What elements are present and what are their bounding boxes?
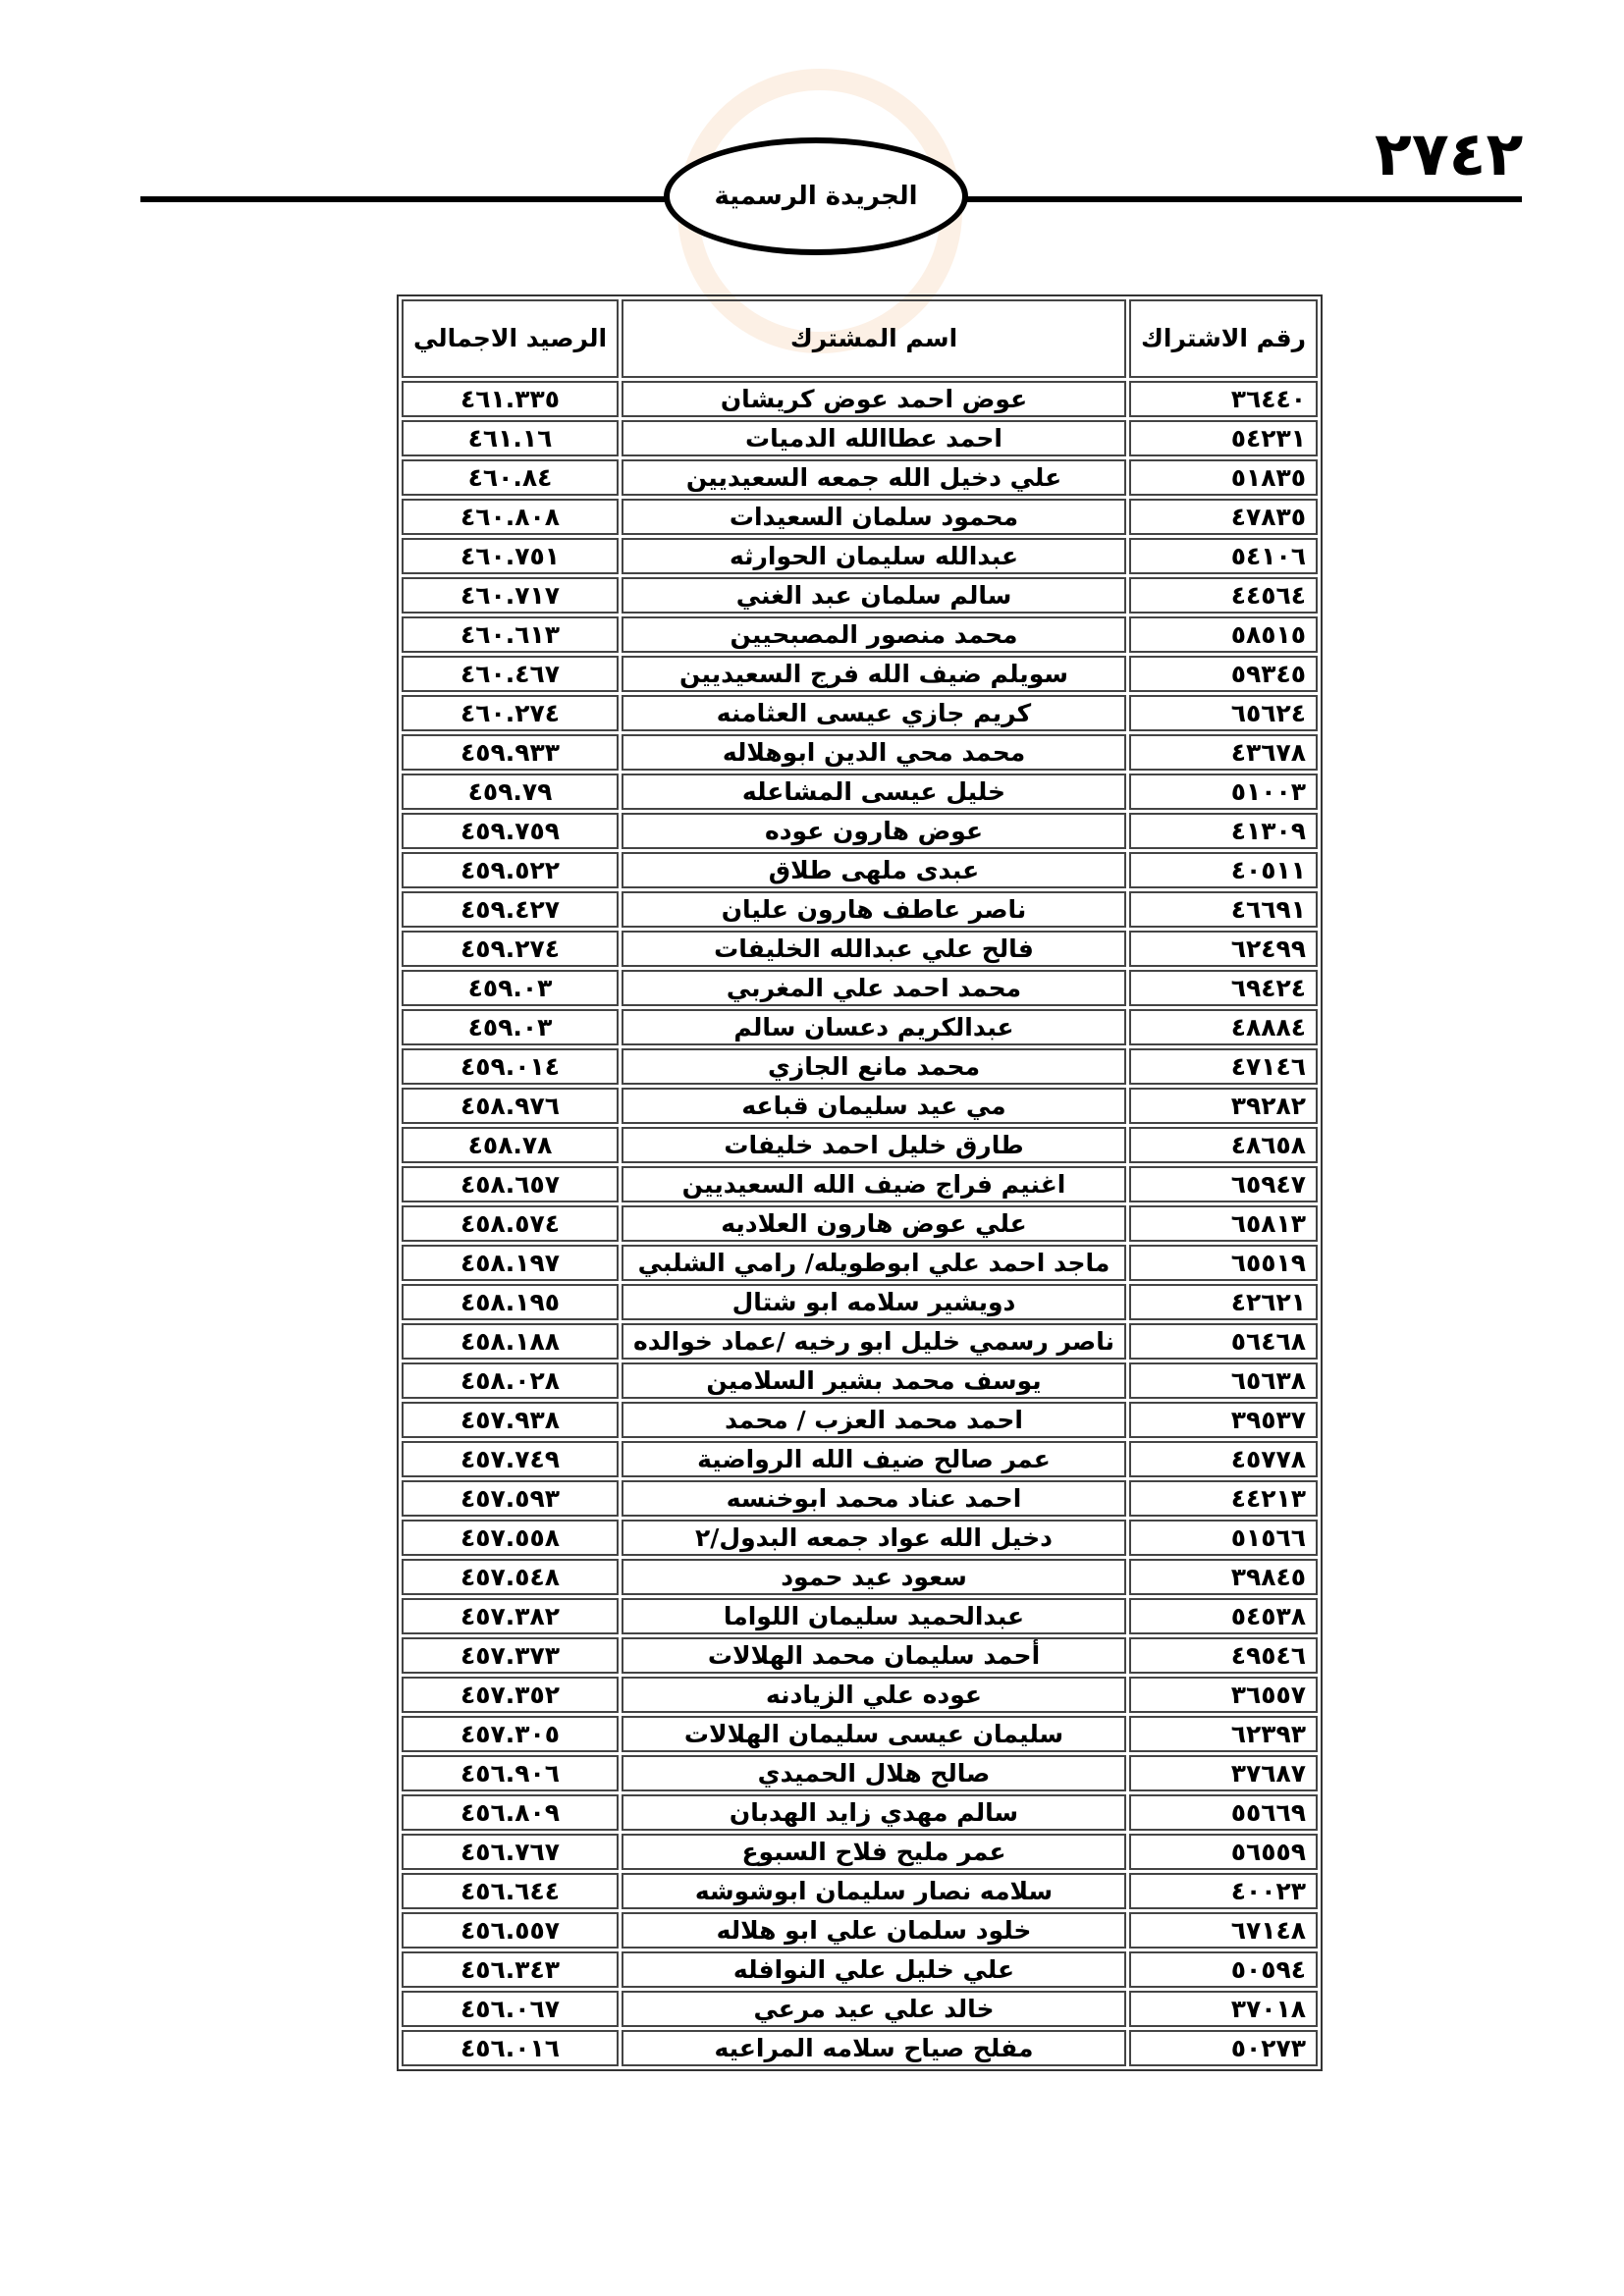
subscriber-name-cell: اغنيم فراج ضيف الله السعيديين (622, 1166, 1126, 1202)
subscriber-name-cell: سالم سلمان عبد الغني (622, 577, 1126, 614)
table-row (402, 1441, 1318, 1477)
total-balance-cell: ٤٥٧.٣٥٢ (402, 1677, 619, 1713)
total-balance-cell: ٤٦٠.٢٧٤ (402, 695, 619, 731)
total-balance-cell: ٤٦٠.٨٤ (402, 459, 619, 496)
table-row (402, 1912, 1318, 1949)
subscriber-name-cell: طارق خليل احمد خليفات (622, 1127, 1126, 1163)
total-balance-cell: ٤٥٧.٣٠٥ (402, 1716, 619, 1752)
table-row (402, 774, 1318, 810)
table-row (402, 1166, 1318, 1202)
table-row (402, 813, 1318, 849)
total-balance-cell: ٤٥٩.٠١٤ (402, 1048, 619, 1085)
subscriber-name-cell: خالد علي عيد مرعي (622, 1991, 1126, 2027)
column-header-name: اسم المشترك (622, 299, 1126, 378)
subscriber-name-cell: سليمان عيسى سليمان الهلالات (622, 1716, 1126, 1752)
subscription-number-cell: ٥٥٦٦٩ (1129, 1794, 1318, 1831)
table-row (402, 1637, 1318, 1674)
gazette-title: الجريدة الرسمية (714, 182, 918, 211)
subscriber-name-cell: سالم مهدي زايد الهدبان (622, 1794, 1126, 1831)
subscription-number-cell: ٣٩٨٤٥ (1129, 1559, 1318, 1595)
subscription-number-cell: ٦٧١٤٨ (1129, 1912, 1318, 1949)
subscription-number-cell: ٥٤٢٣١ (1129, 420, 1318, 456)
column-header-number: رقم الاشتراك (1129, 299, 1318, 378)
subscriber-name-cell: علي خليل علي النوافله (622, 1951, 1126, 1988)
table-row (402, 1677, 1318, 1713)
subscription-number-cell: ٣٩٢٨٢ (1129, 1088, 1318, 1124)
table-row (402, 970, 1318, 1006)
subscriber-name-cell: عبدى ملهى طلاق (622, 852, 1126, 888)
total-balance-cell: ٤٥٦.٦٤٤ (402, 1873, 619, 1909)
total-balance-cell: ٤٥٨.٦٥٧ (402, 1166, 619, 1202)
subscription-number-cell: ٦٥٨١٣ (1129, 1205, 1318, 1242)
subscriber-name-cell: احمد عناد محمد ابوخنسه (622, 1480, 1126, 1517)
subscriber-name-cell: ناصر عاطف هارون عليان (622, 891, 1126, 928)
subscription-number-cell: ٥٦٤٦٨ (1129, 1323, 1318, 1360)
subscription-number-cell: ٦٥٩٤٧ (1129, 1166, 1318, 1202)
subscription-number-cell: ٦٢٣٩٣ (1129, 1716, 1318, 1752)
total-balance-cell: ٤٦٠.٧٥١ (402, 538, 619, 574)
total-balance-cell: ٤٥٧.٣٨٢ (402, 1598, 619, 1634)
table-row (402, 1009, 1318, 1045)
table-row (402, 1245, 1318, 1281)
total-balance-cell: ٤٥٧.٩٣٨ (402, 1402, 619, 1438)
subscription-number-cell: ٥١٥٦٦ (1129, 1520, 1318, 1556)
total-balance-cell: ٤٥٨.٧٨ (402, 1127, 619, 1163)
subscriber-name-cell: سعود عيد حمود (622, 1559, 1126, 1595)
total-balance-cell: ٤٥٧.٥٤٨ (402, 1559, 619, 1595)
subscription-number-cell: ٤٧١٤٦ (1129, 1048, 1318, 1085)
table-row (402, 656, 1318, 692)
table-row (402, 1088, 1318, 1124)
subscriber-name-cell: ناصر رسمي خليل ابو رخيه /عماد خوالده (622, 1323, 1126, 1360)
subscription-number-cell: ٤٣٦٧٨ (1129, 734, 1318, 771)
subscription-number-cell: ٤٨٨٨٤ (1129, 1009, 1318, 1045)
subscription-number-cell: ٥٤١٠٦ (1129, 538, 1318, 574)
table-row (402, 695, 1318, 731)
subscriber-name-cell: دويشير سلامه ابو شتال (622, 1284, 1126, 1320)
subscriber-name-cell: صالح هلال الحميدي (622, 1755, 1126, 1791)
subscriber-name-cell: احمد محمد العزب / محمد (622, 1402, 1126, 1438)
table-row (402, 734, 1318, 771)
table-row (402, 891, 1318, 928)
subscription-number-cell: ٤٢٦٢١ (1129, 1284, 1318, 1320)
total-balance-cell: ٤٥٩.٥٢٢ (402, 852, 619, 888)
table-row (402, 1284, 1318, 1320)
subscription-number-cell: ٥١٨٣٥ (1129, 459, 1318, 496)
table-row (402, 577, 1318, 614)
total-balance-cell: ٤٥٩.٠٣ (402, 970, 619, 1006)
total-balance-cell: ٤٥٦.٠١٦ (402, 2030, 619, 2066)
total-balance-cell: ٤٥٦.٠٦٧ (402, 1991, 619, 2027)
total-balance-cell: ٤٥٨.١٩٧ (402, 1245, 619, 1281)
subscription-number-cell: ٥٠٥٩٤ (1129, 1951, 1318, 1988)
table-row (402, 2030, 1318, 2066)
subscription-number-cell: ٣٧٦٨٧ (1129, 1755, 1318, 1791)
subscriber-name-cell: محمد احمد علي المغربي (622, 970, 1126, 1006)
total-balance-cell: ٤٥٩.٧٩ (402, 774, 619, 810)
subscriber-name-cell: دخيل الله عواد جمعه البدول/٢ (622, 1520, 1126, 1556)
subscriber-name-cell: مفلح صياح سلامه المراعيه (622, 2030, 1126, 2066)
total-balance-cell: ٤٥٦.٧٦٧ (402, 1834, 619, 1870)
total-balance-cell: ٤٥٩.٠٣ (402, 1009, 619, 1045)
subscription-number-cell: ٥٨٥١٥ (1129, 616, 1318, 653)
table-header-row (402, 299, 1318, 378)
total-balance-cell: ٤٥٩.٢٧٤ (402, 931, 619, 967)
table-row (402, 1951, 1318, 1988)
table-row (402, 538, 1318, 574)
total-balance-cell: ٤٥٦.٩٠٦ (402, 1755, 619, 1791)
subscription-number-cell: ٤٧٨٣٥ (1129, 499, 1318, 535)
table-row (402, 459, 1318, 496)
subscribers-table (397, 294, 1323, 2071)
table-row (402, 1991, 1318, 2027)
table-row (402, 1323, 1318, 1360)
subscription-number-cell: ٦٥٥١٩ (1129, 1245, 1318, 1281)
subscription-number-cell: ٥٤٥٣٨ (1129, 1598, 1318, 1634)
subscription-number-cell: ٥٦٥٥٩ (1129, 1834, 1318, 1870)
table-row (402, 1520, 1318, 1556)
table-row (402, 1127, 1318, 1163)
subscription-number-cell: ٦٩٤٢٤ (1129, 970, 1318, 1006)
table-row (402, 1755, 1318, 1791)
subscriber-name-cell: محمد محي الدين ابوهلاله (622, 734, 1126, 771)
table-row (402, 381, 1318, 417)
table-row (402, 1834, 1318, 1870)
subscription-number-cell: ٤٤٥٦٤ (1129, 577, 1318, 614)
subscriber-name-cell: عبدالحميد سليمان اللواما (622, 1598, 1126, 1634)
page-number: ٢٧٤٢ (1375, 118, 1524, 189)
total-balance-cell: ٤٥٨.٩٧٦ (402, 1088, 619, 1124)
subscription-number-cell: ٥٠٢٧٣ (1129, 2030, 1318, 2066)
subscriber-name-cell: احمد عطاالله الدميات (622, 420, 1126, 456)
total-balance-cell: ٤٥٩.٧٥٩ (402, 813, 619, 849)
table-row (402, 616, 1318, 653)
table-row (402, 1205, 1318, 1242)
subscriber-name-cell: عبدالله سليمان الحوارثه (622, 538, 1126, 574)
subscriber-name-cell: محمود سلمان السعيدات (622, 499, 1126, 535)
subscription-number-cell: ٣٧٠١٨ (1129, 1991, 1318, 2027)
subscriber-name-cell: عمر مليح فلاح السبوع (622, 1834, 1126, 1870)
table-row (402, 1794, 1318, 1831)
subscriber-name-cell: كريم جازي عيسى العثامنه (622, 695, 1126, 731)
total-balance-cell: ٤٥٨.١٩٥ (402, 1284, 619, 1320)
subscriber-name-cell: عمر صالح ضيف الله الرواضية (622, 1441, 1126, 1477)
subscription-number-cell: ٤٩٥٤٦ (1129, 1637, 1318, 1674)
subscription-number-cell: ٥٩٣٤٥ (1129, 656, 1318, 692)
total-balance-cell: ٤٦٠.٦١٣ (402, 616, 619, 653)
table-row (402, 1559, 1318, 1595)
total-balance-cell: ٤٦٠.٧١٧ (402, 577, 619, 614)
subscriber-name-cell: يوسف محمد بشير السلامين (622, 1362, 1126, 1399)
total-balance-cell: ٤٥٩.٤٢٧ (402, 891, 619, 928)
table-row (402, 1598, 1318, 1634)
total-balance-cell: ٤٥٦.٥٥٧ (402, 1912, 619, 1949)
table-row (402, 931, 1318, 967)
total-balance-cell: ٤٥٦.٣٤٣ (402, 1951, 619, 1988)
total-balance-cell: ٤٦١.١٦ (402, 420, 619, 456)
total-balance-cell: ٤٥٧.٥٥٨ (402, 1520, 619, 1556)
subscriber-name-cell: خلود سلمان علي ابو هلاله (622, 1912, 1126, 1949)
subscription-number-cell: ٤٦٦٩١ (1129, 891, 1318, 928)
total-balance-cell: ٤٥٧.٥٩٣ (402, 1480, 619, 1517)
total-balance-cell: ٤٥٨.١٨٨ (402, 1323, 619, 1360)
total-balance-cell: ٤٦١.٣٣٥ (402, 381, 619, 417)
subscriber-name-cell: ماجد احمد علي ابوطويله/ رامي الشلبي (622, 1245, 1126, 1281)
subscriber-name-cell: عوض احمد عوض كريشان (622, 381, 1126, 417)
subscriber-name-cell: مي عيد سليمان قباعه (622, 1088, 1126, 1124)
subscription-number-cell: ٥١٠٠٣ (1129, 774, 1318, 810)
subscriber-name-cell: أحمد سليمان محمد الهلالات (622, 1637, 1126, 1674)
subscription-number-cell: ٦٥٦٢٤ (1129, 695, 1318, 731)
subscriber-name-cell: عوده علي الزيادنه (622, 1677, 1126, 1713)
gazette-title-oval (664, 137, 968, 255)
total-balance-cell: ٤٥٨.٥٧٤ (402, 1205, 619, 1242)
subscriber-name-cell: فالح علي عبدالله الخليفات (622, 931, 1126, 967)
total-balance-cell: ٤٥٩.٩٣٣ (402, 734, 619, 771)
subscription-number-cell: ٤٠٥١١ (1129, 852, 1318, 888)
table-row (402, 499, 1318, 535)
subscriber-name-cell: محمد منصور المصبحيين (622, 616, 1126, 653)
table-row (402, 1048, 1318, 1085)
subscription-number-cell: ٣٦٥٥٧ (1129, 1677, 1318, 1713)
table-row (402, 1716, 1318, 1752)
subscriber-name-cell: خليل عيسى المشاعله (622, 774, 1126, 810)
table-row (402, 1873, 1318, 1909)
subscriber-name-cell: عبدالكريم دعسان سالم (622, 1009, 1126, 1045)
subscription-number-cell: ٣٩٥٣٧ (1129, 1402, 1318, 1438)
total-balance-cell: ٤٥٨.٠٢٨ (402, 1362, 619, 1399)
total-balance-cell: ٤٥٦.٨٠٩ (402, 1794, 619, 1831)
subscriber-name-cell: سلامه نصار سليمان ابوشوشه (622, 1873, 1126, 1909)
table-row (402, 852, 1318, 888)
table-row (402, 1402, 1318, 1438)
subscriber-name-cell: علي عوض هارون العلاديه (622, 1205, 1126, 1242)
subscriber-name-cell: عوض هارون عوده (622, 813, 1126, 849)
total-balance-cell: ٤٦٠.٨٠٨ (402, 499, 619, 535)
subscription-number-cell: ٦٥٦٣٨ (1129, 1362, 1318, 1399)
table-row (402, 1480, 1318, 1517)
subscription-number-cell: ٣٦٤٤٠ (1129, 381, 1318, 417)
table-row (402, 420, 1318, 456)
subscription-number-cell: ٦٢٤٩٩ (1129, 931, 1318, 967)
subscription-number-cell: ٤٥٧٧٨ (1129, 1441, 1318, 1477)
subscription-number-cell: ٤٤٢١٣ (1129, 1480, 1318, 1517)
subscription-number-cell: ٤٠٠٢٣ (1129, 1873, 1318, 1909)
total-balance-cell: ٤٥٧.٣٧٣ (402, 1637, 619, 1674)
subscriber-name-cell: سويلم ضيف الله فرج السعيديين (622, 656, 1126, 692)
table-row (402, 1362, 1318, 1399)
subscriber-name-cell: علي دخيل الله جمعه السعيديين (622, 459, 1126, 496)
subscription-number-cell: ٤٨٦٥٨ (1129, 1127, 1318, 1163)
subscriber-name-cell: محمد مانع الجازي (622, 1048, 1126, 1085)
column-header-balance: الرصيد الاجمالي (402, 299, 619, 378)
total-balance-cell: ٤٥٧.٧٤٩ (402, 1441, 619, 1477)
subscription-number-cell: ٤١٣٠٩ (1129, 813, 1318, 849)
total-balance-cell: ٤٦٠.٤٦٧ (402, 656, 619, 692)
